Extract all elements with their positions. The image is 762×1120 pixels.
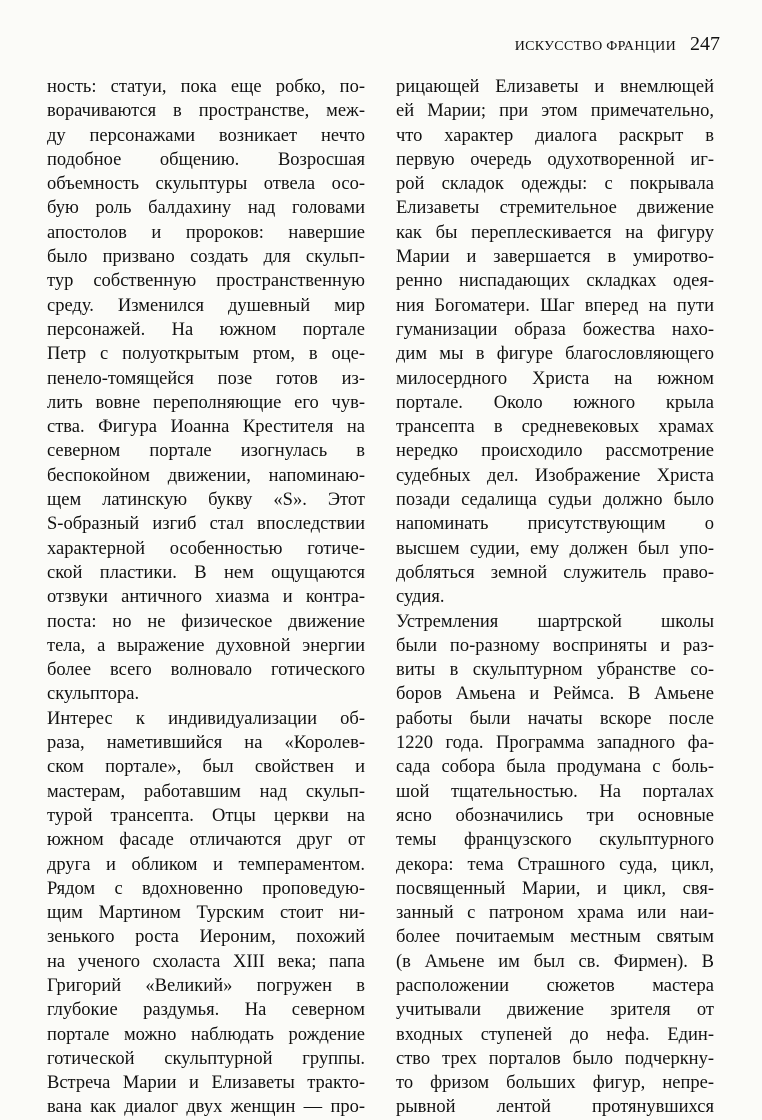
text-line: ской пластики. В нем ощущаются bbox=[47, 562, 365, 583]
text-line: занный с патроном храма или наи- bbox=[396, 903, 714, 924]
text-line: ния Богоматери. Шаг вперед на пути bbox=[396, 295, 714, 316]
text-line: первую очередь одухотворенной иг- bbox=[396, 149, 714, 170]
text-line: сада собора была продумана с боль- bbox=[396, 757, 714, 778]
text-line: ренно ниспадающих складках одея- bbox=[396, 271, 714, 292]
text-line: лить вовне переполняющие его чув- bbox=[47, 392, 365, 413]
text-line: было призвано создать для скульп- bbox=[47, 247, 365, 268]
text-line: тела, а выражение духовной энергии bbox=[47, 635, 365, 656]
text-line: ском портале», был свойствен и bbox=[47, 757, 365, 778]
text-line: ворачиваются в пространстве, меж- bbox=[47, 101, 365, 122]
text-line: декора: тема Страшного суда, цикл, bbox=[396, 854, 714, 875]
text-line: среду. Изменился душевный мир bbox=[47, 295, 365, 316]
text-line: Петр с полуоткрытым ртом, в оце- bbox=[47, 344, 365, 365]
text-line: рой складок одежды: с покрывала bbox=[396, 174, 714, 195]
text-line: были по-разному восприняты и раз- bbox=[396, 635, 714, 656]
text-line: милосердного Христа на южном bbox=[396, 368, 714, 389]
text-line: рицающей Елизаветы и внемлющей bbox=[396, 77, 714, 97]
page-number: 247 bbox=[690, 33, 720, 55]
text-line: судебных дел. Изображение Христа bbox=[396, 465, 714, 486]
text-line: темы французского скульптурного bbox=[396, 830, 714, 851]
text-line: турой трансепта. Отцы церкви на bbox=[47, 805, 365, 826]
text-line: мастерам, работавшим над скульп- bbox=[47, 781, 365, 802]
text-line: входных ступеней до нефа. Един- bbox=[396, 1024, 714, 1045]
text-line: на ученого схоласта XIII века; папа bbox=[47, 951, 365, 972]
text-line: Устремления шартрской школы bbox=[396, 611, 714, 632]
text-line: посвященный Марии, и цикл, свя- bbox=[396, 878, 714, 899]
text-line: портале можно наблюдать рождение bbox=[47, 1024, 365, 1045]
section-title: ИСКУССТВО ФРАНЦИИ bbox=[514, 39, 676, 54]
text-line: персонажей. На южном портале bbox=[47, 319, 365, 340]
left-text-column bbox=[47, 75, 365, 1120]
text-line: как бы переплескивается на фигуру bbox=[396, 222, 714, 243]
text-line: трансепта в средневековых храмах bbox=[396, 417, 714, 438]
text-line: учитывали движение зрителя от bbox=[396, 1000, 714, 1021]
text-line: Рядом с вдохновенно проповедую- bbox=[47, 878, 365, 899]
text-line: апостолов и пророков: навершие bbox=[47, 222, 365, 243]
text-line: вана как диалог двух женщин — про- bbox=[47, 1097, 365, 1118]
text-line: беспокойном движении, напоминаю- bbox=[47, 465, 365, 486]
text-line: боров Амьена и Реймса. В Амьене bbox=[396, 684, 714, 705]
text-line: виты в скульптурном убранстве со- bbox=[396, 660, 714, 681]
text-line: раза, наметившийся на «Королев- bbox=[47, 733, 365, 754]
text-line: друга и обликом и темпераментом. bbox=[47, 854, 365, 875]
text-line: рывной лентой протянувшихся bbox=[396, 1097, 714, 1118]
text-line: подобное общению. Возросшая bbox=[47, 149, 365, 170]
text-line: расположении сюжетов мастера bbox=[396, 975, 714, 996]
text-line: ду персонажами возникает нечто bbox=[47, 125, 365, 146]
right-text-column bbox=[396, 75, 714, 1120]
text-line: пенело-томящейся позе готов из- bbox=[47, 368, 365, 389]
text-line: позади седалища судьи должно было bbox=[396, 490, 714, 511]
text-line: более почитаемым местным святым bbox=[396, 927, 714, 948]
text-line: Встреча Марии и Елизаветы тракто- bbox=[47, 1073, 365, 1094]
text-line: ства. Фигура Иоанна Крестителя на bbox=[47, 417, 365, 438]
text-line: то фризом больших фигур, непре- bbox=[396, 1073, 714, 1094]
text-line: поста: но не физическое движение bbox=[47, 611, 365, 632]
text-line: более всего волновало готического bbox=[47, 660, 365, 681]
text-line: ство трех порталов было подчеркну- bbox=[396, 1048, 714, 1069]
text-line: Елизаветы стремительное движение bbox=[396, 198, 714, 219]
text-line: 1220 года. Программа западного фа- bbox=[396, 733, 714, 754]
text-line: шой тщательностью. На порталах bbox=[396, 781, 714, 802]
text-line: скульптора. bbox=[47, 684, 140, 705]
text-line: добляться земной служитель право- bbox=[396, 562, 714, 583]
text-line: (в Амьене им был св. Фирмен). В bbox=[396, 951, 714, 972]
text-line: высшем судии, ему должен был упо- bbox=[396, 538, 714, 559]
text-line: Интерес к индивидуализации об- bbox=[47, 708, 365, 729]
text-line: портале. Около южного крыла bbox=[396, 392, 714, 413]
text-line: отзвуки античного хиазма и контра- bbox=[47, 587, 365, 608]
running-head bbox=[515, 33, 720, 56]
text-line: щим Мартином Турским стоит ни- bbox=[47, 903, 365, 924]
text-line: Марии и завершается в умиротво- bbox=[396, 247, 714, 268]
text-line: глубокие раздумья. На северном bbox=[47, 1000, 365, 1021]
text-line: судия. bbox=[396, 587, 445, 608]
text-line: зенького роста Иероним, похожий bbox=[47, 927, 365, 948]
text-line: готической скульптурной группы. bbox=[47, 1048, 365, 1069]
text-line: ясно обозначились три основные bbox=[396, 805, 714, 826]
text-line: что характер диалога раскрыт в bbox=[396, 125, 714, 146]
text-line: щем латинскую букву «S». Этот bbox=[47, 490, 365, 511]
text-line: ность: статуи, пока еще робко, по- bbox=[47, 77, 365, 97]
text-line: ей Марии; при этом примечательно, bbox=[396, 101, 714, 122]
text-line: нередко происходило рассмотрение bbox=[396, 441, 714, 462]
text-line: северном портале изогнулась в bbox=[47, 441, 365, 462]
text-line: гуманизации образа божества нахо- bbox=[396, 319, 714, 340]
text-line: работы были начаты вскоре после bbox=[396, 708, 714, 729]
text-line: южном фасаде отличаются друг от bbox=[47, 830, 365, 851]
text-line: дим мы в фигуре благословляющего bbox=[396, 344, 714, 365]
text-line: объемность скульптуры отвела осо- bbox=[47, 174, 365, 195]
text-line: характерной особенностью готиче- bbox=[47, 538, 365, 559]
text-line: напоминать присутствующим о bbox=[396, 514, 714, 535]
text-line: Григорий «Великий» погружен в bbox=[47, 975, 365, 996]
text-line: бую роль балдахину над головами bbox=[47, 198, 365, 219]
text-line: тур собственную пространственную bbox=[47, 271, 365, 292]
text-line: S-образный изгиб стал впоследствии bbox=[47, 514, 365, 535]
